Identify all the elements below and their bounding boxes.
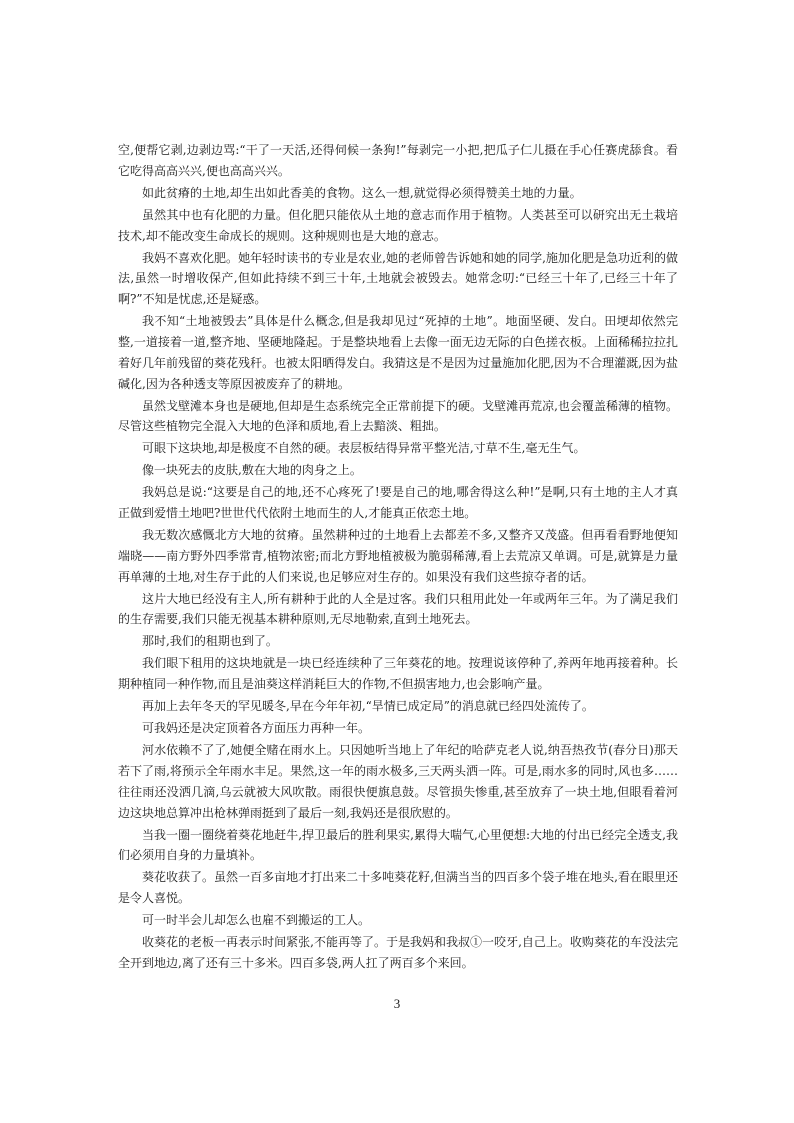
paragraph: 我们眼下租用的这块地就是一块已经连续种了三年葵花的地。按理说该停种了,养两年地再接着种。长期种植同一种作物,而且是油葵这样消耗巨大的作物,不但损害地力,也会影响产量。 (118, 656, 678, 692)
paragraph: 当我一圈一圈绕着葵花地赶牛,捍卫最后的胜利果实,累得大喘气,心里便想:大地的付出已经完全透支,我们必须用自身的力量填补。 (118, 827, 678, 863)
paragraph: 收葵花的老板一再表示时间紧张,不能再等了。于是我妈和我叔①一咬牙,自己上。收购葵花的车没法完全开到地边,离了还有三十多米。四百多袋,两人扛了两百多个来回。 (118, 935, 678, 970)
body-text (118, 140, 678, 975)
paragraph: 我不知“土地被毁去”具体是什么概念,但是我却见过“死掉的土地”。地面坚硬、发白。田埂却依然完整,一道接着一道,整齐地、坚硬地隆起。于是整块地看上去像一面无边无际的白色搓衣板。上面稀稀拉拉扎着好几年前残留的葵花残秆。也被太阳晒得发白。我猜这是不是因为过量施加化肥,因为不合理灌溉,因为盐碱化,因为各种透支等原因被废弃了的耕地。 (118, 314, 678, 391)
paragraph: 这片大地已经没有主人,所有耕种于此的人全是过客。我们只租用此处一年或两年三年。为了满足我们的生存需要,我们只能无视基本耕种原则,无尽地勒索,直到土地死去。 (118, 591, 678, 627)
paragraph: 葵花收获了。虽然一百多亩地才打出来二十多吨葵花籽,但满当当的四百多个袋子堆在地头,看在眼里还是令人喜悦。 (118, 870, 678, 906)
page-number: 3 (393, 996, 401, 1011)
paragraph: 我妈不喜欢化肥。她年轻时读书的专业是农业,她的老师曾告诉她和她的同学,施加化肥是急功近利的做法,虽然一时增收保产,但如此持续不到三十年,土地就会被毁去。她常念叨:“已经三十年了,已经三十年了啊?”不知是忧虑,还是疑惑。 (118, 250, 678, 307)
paragraph: 可我妈还是决定顶着各方面压力再种一年。 (142, 721, 371, 736)
paragraph: 可眼下这块地,却是极度不自然的硬。表层板结得异常平整光洁,寸草不生,毫无生气。 (142, 441, 586, 456)
paragraph: 河水依赖不了了,她便全赌在雨水上。只因她听当地上了年纪的哈萨克老人说,纳吾热孜节(春分日)那天若下了雨,将预示全年雨水丰足。果然,这一年的雨水极多,三天两头洒一阵。可是,雨水多的同时,风也多……往往雨还没洒几滴,乌云就被大风吹散。雨很快便旗息鼓。尽管损失惨重,甚至放弃了一块土地,但眼看着河边这块地总算冲出枪林弹雨挺到了最后一刻,我妈还是很欣慰的。 (118, 743, 678, 820)
paragraph: 再加上去年冬天的罕见暖冬,早在今年年初,“旱情已成定局”的消息就已经四处流传了。 (142, 699, 594, 714)
paragraph: 我妈总是说:“这要是自己的地,还不心疼死了!要是自己的地,哪舍得这么种!”是啊,只有土地的主人才真正做到爱惜土地吧?世世代代依附土地而生的人,才能真正依恋土地。 (118, 485, 678, 521)
paragraph: 像一块死去的皮肤,敷在大地的肉身之上。 (142, 463, 362, 478)
paragraph: 虽然戈壁滩本身也是硬地,但却是生态系统完全正常前提下的硬。戈壁滩再荒凉,也会覆盖稀薄的植物。尽管这些植物完全混入大地的色泽和质地,看上去黯淡、粗拙。 (118, 398, 678, 434)
paragraph: 那时,我们的租期也到了。 (142, 634, 278, 649)
paragraph: 可一时半会儿却怎么也雇不到搬运的工人。 (142, 913, 371, 928)
paragraph: 虽然其中也有化肥的力量。但化肥只能依从土地的意志而作用于植物。人类甚至可以研究出无土栽培技术,却不能改变生命成长的规则。这种规则也是大地的意志。 (118, 207, 678, 243)
paragraph: 空,便帮它剥,边剥边骂:“干了一天活,还得伺候一条狗!”每剥完一小把,把瓜子仁儿摄在手心任赛虎舔食。看它吃得高高兴兴,便也高高兴兴。 (118, 143, 678, 178)
paragraph: 如此贫瘠的土地,却生出如此香美的食物。这么一想,就觉得必须得赞美土地的力量。 (142, 185, 582, 200)
paragraph: 我无数次感慨北方大地的贫瘠。虽然耕种过的土地看上去都差不多,又整齐又茂盛。但再看看野地便知端晓——南方野外四季常青,植物浓密;而北方野地植被极为脆弱稀薄,看上去荒凉又单调。可是,就算是力量再单薄的土地,对生存于此的人们来说,也足够应对生存的。如果没有我们这些掠夺者的话。 (118, 528, 678, 584)
